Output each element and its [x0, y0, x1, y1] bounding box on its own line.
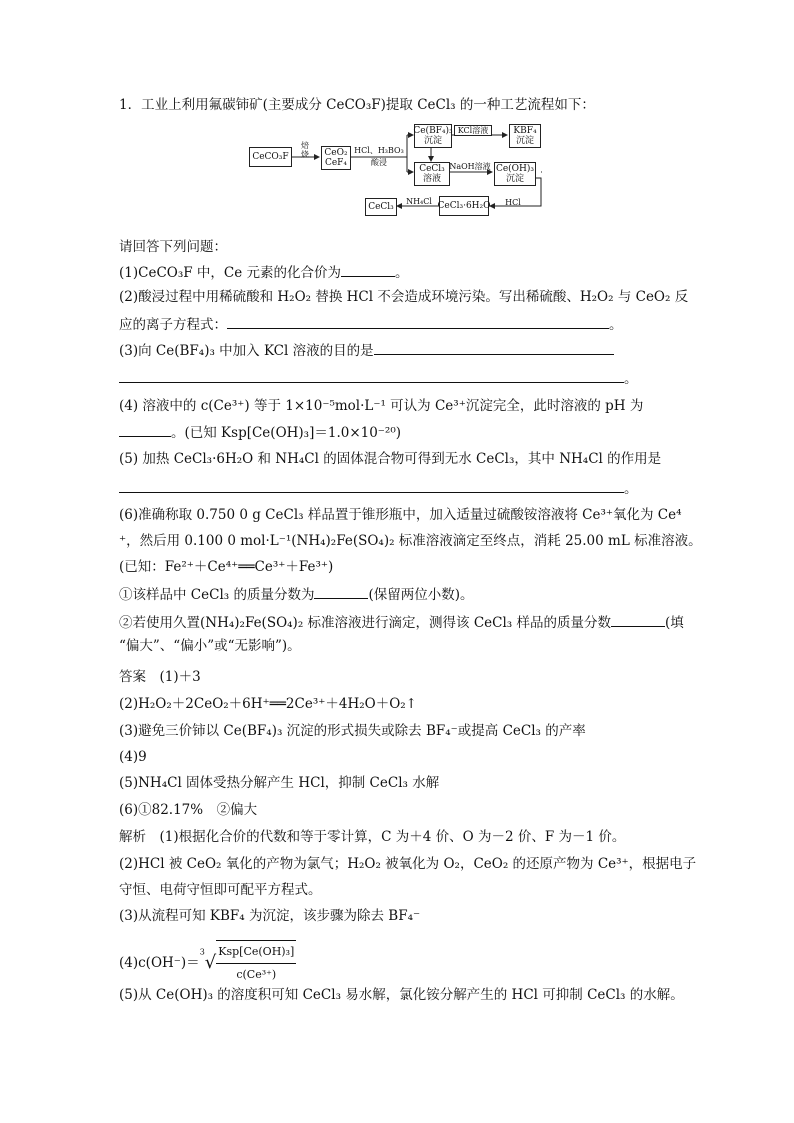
question-6a: (6)准确称取 0.750 0 g CeCl₃ 样品置于锥形瓶中，加入适量过硫酸铵溶液将 Ce³⁺氧化为 Ce⁴ [119, 507, 682, 523]
analysis-5: (5)从 Ce(OH)₃ 的溶度积可知 CeCl₃ 易水解，氯化铵分解产生的 HCl 可抑制 CeCl₃ 的水解。 [119, 987, 684, 1003]
kbf4-box: KBF₄ 沉淀 [509, 124, 541, 148]
question-6e [119, 612, 684, 632]
oxides-box: CeO₂ CeF₄ [321, 146, 351, 170]
question-6d [119, 584, 474, 604]
solution-box: CeCl₃ 溶液 [414, 162, 450, 186]
hcl-label: HCl [505, 198, 521, 207]
answer-blank-6a [314, 584, 368, 599]
question-6c: (已知：Fe²⁺＋Ce⁴⁺══Ce³⁺＋Fe³⁺) [119, 559, 334, 575]
question-1-end: 。 [395, 265, 409, 281]
answer-blank-6b [611, 612, 665, 627]
question-2b-text: 应的离子方程式： [119, 317, 227, 333]
question-1-text: (1)CeCO₃F 中，Ce 元素的化合价为 [119, 265, 342, 281]
radical-sign: √ [204, 952, 217, 973]
prompt: 请回答下列问题： [119, 239, 227, 255]
analysis-1: 解析 (1)根据化合价的代数和等于零计算，C 为＋4 价、O 为－2 价、F 为－1 价。 [119, 829, 626, 845]
answer-5: (5)NH₄Cl 固体受热分解产生 HCl，抑制 CeCl₃ 水解 [119, 775, 440, 791]
fraction-numerator: Ksp[Ce(OH)₃] [216, 941, 296, 964]
reagent-label: HCl、H₃BO₃ [354, 146, 404, 155]
leach-label: 酸浸 [371, 158, 387, 167]
question-intro: 1．工业上利用氟碳铈矿(主要成分 CeCO₃F)提取 CeCl₃ 的一种工艺流程如下： [119, 97, 595, 113]
question-5-line2 [119, 478, 638, 498]
answer-blank-4 [119, 422, 171, 437]
analysis-2b: 守恒、电荷守恒即可配平方程式。 [119, 882, 322, 898]
nh4cl-label: NH₄Cl [406, 197, 432, 206]
answer-blank-3b [119, 368, 624, 383]
process-flow-diagram [245, 122, 545, 218]
question-2a: (2)酸浸过程中用稀硫酸和 H₂O₂ 替换 HCl 不会造成环境污染。写出稀硫酸、H₂O₂ 与 CeO₂ 反 [119, 289, 689, 305]
analysis-4 [119, 940, 296, 986]
question-2-end: 。 [609, 317, 623, 333]
hydroxide-box: Ce(OH)₃ 沉淀 [495, 164, 535, 184]
raw-material-box: CeCO₃F [249, 147, 292, 167]
analysis-2a: (2)HCl 被 CeO₂ 氧化的产物为氯气；H₂O₂ 被氧化为 O₂，CeO₂ 的还原产物为 Ce³⁺，根据电子 [119, 856, 697, 872]
answer-6: (6)①82.17% ②偏大 [119, 802, 258, 818]
question-6e-end: (填 [665, 615, 684, 631]
precipitate-box: Ce(BF₄)₃ 沉淀 [413, 126, 453, 146]
answer-1: 答案 (1)＋3 [119, 669, 201, 685]
question-3-text: (3)向 Ce(BF₄)₃ 中加入 KCl 溶液的目的是 [119, 343, 374, 359]
root-index: 3 [199, 947, 205, 957]
roast-label: 焙 烧 [301, 141, 309, 159]
answer-blank-5 [119, 478, 624, 493]
fraction-denominator: c(Ce³⁺) [236, 968, 277, 981]
kcl-label: KCl溶液 [454, 125, 492, 136]
answer-2: (2)H₂O₂＋2CeO₂＋6H⁺══2Ce³⁺＋4H₂O＋O₂↑ [119, 696, 417, 712]
question-6b: ⁺，然后用 0.100 0 mol·L⁻¹(NH₄)₂Fe(SO₄)₂ 标准溶液滴定至终点，消耗 25.00 mL 标准溶液。 [119, 533, 702, 549]
question-3-end: 。 [624, 371, 638, 387]
question-3-line2 [119, 368, 638, 388]
question-5: (5) 加热 CeCl₃·6H₂O 和 NH₄Cl 的固体混合物可得到无水 CeCl₃，其中 NH₄Cl 的作用是 [119, 451, 662, 467]
answer-blank-3a [374, 340, 614, 355]
answer-blank-2 [227, 314, 609, 329]
question-1 [119, 262, 409, 282]
question-6f: “偏大”、“偏小”或“无影响”)。 [119, 638, 301, 654]
ksp-fraction [216, 940, 296, 986]
hydrate-box: CeCl₃·6H₂O [439, 196, 489, 216]
question-4a: (4) 溶液中的 c(Ce³⁺) 等于 1×10⁻⁵mol·L⁻¹ 可认为 Ce³⁺沉淀完全，此时溶液的 pH 为 [119, 398, 644, 414]
product-box: CeCl₃ [365, 198, 397, 216]
question-5-end: 。 [624, 481, 638, 497]
answer-4: (4)9 [119, 749, 147, 765]
analysis-4-prefix: (4)c(OH⁻)＝ [119, 955, 200, 971]
question-3 [119, 340, 614, 360]
question-4b [119, 422, 401, 442]
question-6e-text: ②若使用久置(NH₄)₂Fe(SO₄)₂ 标准溶液进行滴定，测得该 CeCl₃ 样品的质量分数 [119, 615, 611, 631]
question-6d-end: (保留两位小数)。 [368, 587, 474, 603]
naoh-label: NaOH溶液 [449, 162, 491, 171]
question-4b-text: 。(已知 Ksp[Ce(OH)₃]＝1.0×10⁻²⁰) [171, 425, 402, 441]
analysis-3: (3)从流程可知 KBF₄ 为沉淀，该步骤为除去 BF₄⁻ [119, 908, 421, 924]
answer-3: (3)避免三价铈以 Ce(BF₄)₃ 沉淀的形式损失或除去 BF₄⁻或提高 CeCl₃ 的产率 [119, 723, 586, 739]
question-2b [119, 314, 623, 334]
question-6d-text: ①该样品中 CeCl₃ 的质量分数为 [119, 587, 315, 603]
answer-blank-1 [341, 262, 395, 277]
